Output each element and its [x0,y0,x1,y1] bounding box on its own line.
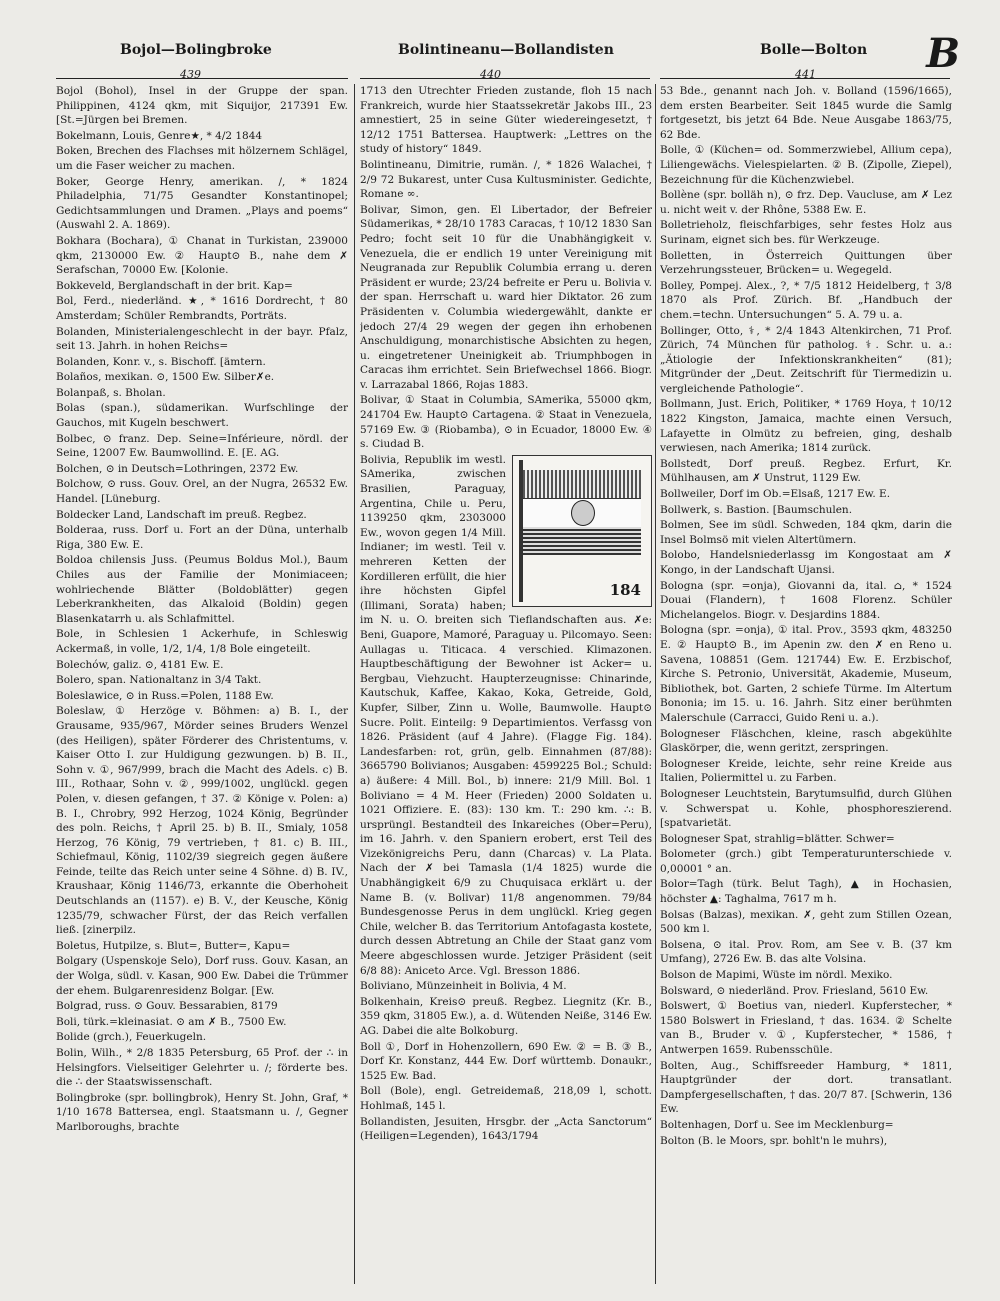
dictionary-entry: Boll ①, Dorf in Hohenzollern, 690 Ew. ② = B. ③ B., Dorf Kr. Konstanz, 444 Ew. Dorf württemb. Donaukr., 1525 Ew. Bad. [360,1040,652,1082]
dictionary-entry: Bolton (B. le Moors, spr. bohlt'n le muhrs), [660,1134,888,1147]
section-letter: B [926,30,960,77]
column-2 [360,84,652,1284]
dictionary-entry: Bolide (grch.), Feuerkugeln. [56,1031,207,1044]
dictionary-entry: Bolten, Aug., Schiffsreeder Hamburg, * 1811, Hauptgründer der dort. transatlant. Dampfergesellschaften, † das. 20/7 87. [Schwerin, 136 Ew. [660,1059,952,1116]
column-divider-2 [655,84,656,1284]
dictionary-entry: Bolanden, Ministerialengeschlecht in der bayr. Pfalz, seit 13. Jahrh. in hohen Reichs= [56,325,348,353]
flag-stripe-bottom [523,527,641,555]
dictionary-entry: Bologneser Fläschchen, kleine, rasch abgekühlte Glaskörper, die, wenn geritzt, zerspringen. [660,727,952,755]
dictionary-entry: Bolderaa, russ. Dorf u. Fort an der Düna, unterhalb Riga, 380 Ew. E. [56,524,348,551]
header-rule-3 [660,78,950,79]
dictionary-entry: Boli, türk.=kleinasiat. ⊙ am ✗ B., 7500 Ew. [56,1015,287,1028]
column-3 [660,84,952,1284]
dictionary-entry: Bolin, Wilh., * 2/8 1835 Petersburg, 65 Prof. der ∴ in Helsingfors. Vielseitiger Gelehrter u. /; förderte bes. die ∴ der Staatswissenschaft. [56,1047,348,1089]
column-1-heading: Bojol—Bolingbroke [120,42,272,58]
dictionary-entry: Boletus, Hutpilze, s. Blut=, Butter=, Kapu= [56,939,291,952]
dictionary-entry: Bologneser Spat, strahlig=blätter. Schwer= [660,832,895,845]
dictionary-entry: 1713 den Utrechter Frieden zustande, floh 15 nach Frankreich, wurde hier Staatssekretär Jakobs III., 23 amnestiert, 25 in seine Güter wiedereingesetzt, † 12/12 1751 Battersea. Hauptwerk: „Lettres on the study of history“ 1849. [360,85,652,156]
dictionary-entry: Bolero, span. Nationaltanz in 3/4 Takt. [56,674,262,687]
page-number-2: 440 [480,68,501,81]
column-1 [56,84,348,1284]
dictionary-entry: Bolchen, ⊙ in Deutsch=Lothringen, 2372 Ew. [56,462,299,475]
dictionary-entry: Bolsas (Balzas), mexikan. ✗, geht zum Stillen Ozean, 500 km l. [660,908,952,936]
dictionary-entry: Bokkeveld, Berglandschaft in der brit. Kap= [56,279,293,292]
dictionary-entry: Bolkenhain, Kreis⊙ preuß. Regbez. Liegnitz (Kr. B., 359 qkm, 31805 Ew.), a. d. Wütenden Neiße, 3146 Ew. AG. Dabei die alte Bolkoburg. [360,995,652,1037]
dictionary-entry: Bolson de Mapimi, Wüste im nördl. Mexiko. [660,969,893,982]
dictionary-entry: Bollinger, Otto, ⚕, * 2/4 1843 Altenkirchen, 71 Prof. Zürich, 74 München für patholog. ⚕. Schr. u. a.: „Ätiologie der Infektionskrankheiten“ (81); Mitgründer der „Deut. Zeitschrift für Tiermedizin u. vergleichende Pathologie“. [660,324,952,395]
dictionary-entry: Bollwerk, s. Bastion. [Baumschulen. [660,503,853,516]
page-header [40,30,960,81]
dictionary-entry: Bollmann, Just. Erich, Politiker, * 1769 Hoya, † 10/12 1822 Kingston, Jamaica, machte einen Versuch, Lafayette in Olmütz zu befreien, ging, deshalb verwiesen, nach Amerika; 1814 zurück. [660,398,952,455]
column-3-heading: Bolle—Bolton [760,42,868,58]
dictionary-entry: Bolsward, ⊙ niederländ. Prov. Friesland, 5610 Ew. [660,984,929,997]
dictionary-entry: Boldoa chilensis Juss. (Peumus Boldus Mol.), Baum Chiles aus der Familie der Monimiaceen; wohlriechende Blätter (Boldoblätter) gegen Leberkrankheiten, das Alkaloid (Boldin) gegen Blasenkatarrh u. als Schlafmittel. [56,554,348,625]
dictionary-entry: Bol, Ferd., niederländ. ★, * 1616 Dordrecht, † 80 Amsterdam; Schüler Rembrandts, Porträts. [56,295,348,322]
column-divider-1 [354,84,355,1284]
dictionary-entry: Bolivia, Republik im westl. SAmerika, zwischen Brasilien, Paraguay, Argentina, Chile u. Peru, 1139250 qkm, 2303000 Ew., wovon gegen 1/4 Mill. Indianer; im westl. Teil v. mehreren Ketten der Kordilleren erfüllt, die hier ihre höchsten Gipfel (Illimani, Sorata) haben; im N. u. O. breiten sich Tieflandschaften aus. ✗e: Beni, Guapore, Mamoré, Paraguay u. Pilcomayo. Seen: Aullagas u. Titicaca. 4 verschied. Klimazonen. Hauptbeschäftigung der Bewohner ist Acker= u. Bergbau, Viehzucht. Haupterzeugnisse: Chinarinde, Kautschuk, Kaffee, Kakao, Koka, Getreide, Gold, Kupfer, Silber, Zinn u. Wolle, Baumwolle. Haupt⊙ Sucre. Polit. Einteilg: 9 Departimientos. Verfassg von 1826. Präsident (auf 4 Jahre). (Flagge Fig. 184). Landesfarben: rot, grün, gelb. Einnahmen (87/88): 3665790 Bolivianos; Ausgaben: 4599225 Bol.; Schuld: a) äußere: 4 Mill. Bol., b) innere: 21/9 Mill. Bol. 1 Boliviano = 4 M. Heer (Frieden) 2000 Soldaten u. 1021 Offiziere. E. (83): 130 km. T.: 290 km. ∴: B. ursprüngl. Bestandteil des Inkareiches (Ober=Peru), im 16. Jahrh. v. den Spaniern erobert, erst Teil des Vizekönigreichs Peru, dann (Charcas) v. La Plata. Nach der ✗ bei Tamasla (1/4 1825) wurde die Unabhängigkeit 6/9 zu Chuquisaca erklärt u. der Name B. (v. Bolivar) 11/8 angenommen. 79/84 Bundesgenosse Perus in dem unglückl. Krieg gegen Chile, welcher B. das Territorium Antofagasta kostete, durch dessen Abtretung an Chile der Staat ganz vom Meere abgeschlossen wurde. Jetziger Präsident (seit 6/8 88): Aniceto Arce. Vgl. Bresson 1886. [360,453,652,977]
dictionary-entry: Bolivar, ① Staat in Columbia, SAmerika, 55000 qkm, 241704 Ew. Haupt⊙ Cartagena. ② Staat in Venezuela, 57169 Ew. ③ (Riobamba), ⊙ in Ecuador, 18000 Ew. ④ s. Ciudad B. [360,394,652,451]
dictionary-entry: Bologna (spr. =onja), Giovanni da, ital. ⌂, * 1524 Douai (Flandern), † 1608 Florenz. Schüler Michelangelos. Biogr. v. Desjardins 1884. [660,579,952,621]
flag-figure [512,455,652,607]
dictionary-entry: Bolometer (grch.) gibt Temperaturunterschiede v. 0,00001 ° an. [660,848,952,875]
dictionary-entry: Bollène (spr. bolläh n), ⊙ frz. Dep. Vaucluse, am ✗ Lez u. nicht weit v. der Rhône, 5388 Ew. E. [660,189,952,216]
flag-crest-icon [571,500,595,526]
dictionary-entry: Bolechów, galiz. ⊙, 4181 Ew. E. [56,658,224,671]
figure-number: 184 [609,581,641,600]
dictionary-entry: Bolanpaß, s. Bholan. [56,386,166,399]
dictionary-entry: Bollweiler, Dorf im Ob.=Elsaß, 1217 Ew. E. [660,488,891,501]
dictionary-entry: Bole, in Schlesien 1 Ackerhufe, in Schleswig Ackermaß, in volle, 1/2, 1/4, 1/8 Bole eingeteilt. [56,628,348,655]
dictionary-entry: Bolas (span.), südamerikan. Wurfschlinge der Gauchos, mit Kugeln beschwert. [56,402,348,430]
dictionary-entry: Bologna (spr. =onja), ① ital. Prov., 3593 qkm, 483250 E. ② Haupt⊙ B., im Apenin zw. den ✗ en Reno u. Savena, 108851 (Gem. 121744) Ew. E. Erzbischof, Kirche S. Petronio, Universität, Akademie, Museum, Bibliothek, bot. Garten, 2 schiefe Türme. Im Altertum Bononia; im 15. u. 16. Jahrh. Sitz einer berühmten Malerschule (Carracci, Guido Reni u. a.). [660,624,952,724]
dictionary-entry: Bolgrad, russ. ⊙ Gouv. Bessarabien, 8179 [56,1000,278,1013]
dictionary-entry: Bokhara (Bochara), ① Chanat in Turkistan, 239000 qkm, 2130000 Ew. ② Haupt⊙ B., nahe dem ✗ Serafschan, 70000 Ew. [Kolonie. [56,234,348,277]
dictionary-entry: 53 Bde., genannt nach Joh. v. Bolland (1596/1665), dem ersten Bearbeiter. Seit 1845 wurde die Samlg fortgesetzt, bis jetzt 64 Bde. Neue Ausgabe 1863/75, 62 Bde. [660,85,952,141]
dictionary-entry: Bolivar, Simon, gen. El Libertador, der Befreier Südamerikas, * 28/10 1783 Caracas, † 10/12 1830 San Pedro; focht seit 10 für die Unabhängigkeit v. Venezuela, die er endlich 19 unter Vereinigung mit Neugranada zur Republik Columbia errang u. deren Präsident er wurde; 23/24 befreite er Peru u. Bolivia v. der span. Herrschaft u. ward hier Diktator. 26 zum Präsidenten v. Columbia wiedergewählt, dankte er jedoch 27/4 29 wegen der gegen ihn erhobenen Anschuldigung, monarchistische Absichten zu hegen, u. eingetretener Uneinigkeit ab. Triumphbogen in Caracas ihm errichtet. Sein Briefwechsel 1866. Biogr. v. Larrazabal 1866, Rojas 1883. [360,203,652,391]
header-rule-2 [360,78,650,79]
dictionary-entry: Bolmen, See im südl. Schweden, 184 qkm, darin die Insel Bolmsö mit vielen Altertümern. [660,519,952,546]
dictionary-entry: Bologneser Kreide, leichte, sehr reine Kreide aus Italien, Poliermittel u. zu Farben. [660,757,952,785]
dictionary-entry: Bolswert, ① Boetius van, niederl. Kupferstecher, * 1580 Bolswert in Friesland, † das. 1634. ② Schelte van B., Bruder v. ①, Kupferstecher, * 1586, † Antwerpen 1659. Rubensschüle. [660,1000,952,1056]
dictionary-entry: Boleslaw, ① Herzöge v. Böhmen: a) B. I., der Grausame, 935/967, Mörder seines Bruders Wenzel (des Heiligen), später Förderer des Christentums, v. Kaiser Otto I. zur Huldigung gezwungen. b) B. II., Sohn v. ①, 967/999, brach die Macht des Adels. c) B. III., Rothaar, Sohn v. ②, 999/1002, unglückl. gegen Polen, v. diesen gefangen, † 37. ② Könige v. Polen: a) B. I., Chrobry, 992 Herzog, 1024 König, Begründer des poln. Reichs, † April 25. b) B. II., Smialy, 1058 Herzog, 76 König, 79 vertrieben, † 81. c) B. III., Schiefmaul, König, 1102/39 siegreich gegen äußere Feinde, teilte das Reich unter seine 4 Söhne. d) B. IV., Kraushaar, König 1146/73, erkannte die Oberhoheit Deutschlands an (1157). e) B. V., der Keusche, König 1235/79, schwacher Fürst, der das Reich verfallen ließ. [zinerpilz. [56,705,348,937]
dictionary-entry: Bolle, ① (Küchen= od. Sommerzwiebel, Allium cepa), Liliengewächs. Vielespielarten. ② B. (Zipolle, Ziepel), Bezeichnung für die Küchenzwiebel. [660,144,952,186]
dictionary-entry: Bojol (Bohol), Insel in der Gruppe der span. Philippinen, 4124 qkm, mit Siquijor, 217391 Ew. [St.=Jürgen bei Bremen. [56,85,348,127]
dictionary-entry: Bolgary (Uspenskoje Selo), Dorf russ. Gouv. Kasan, an der Wolga, südl. v. Kasan, 900 Ew. Dabei die Trümmer der ehem. Bulgarenresidenz Bolgar. [Ew. [56,955,348,997]
dictionary-entry: Bolbec, ⊙ franz. Dep. Seine=Inférieure, nördl. der Seine, 12007 Ew. Baumwollind. E. [E. AG. [56,432,348,460]
dictionary-entry: Boliviano, Münzeinheit in Bolivia, 4 M. [360,980,567,993]
dictionary-entry: Bolley, Pompej. Alex., ?, * 7/5 1812 Heidelberg, † 3/8 1870 als Prof. Zürich. Bf. „Handbuch der chem.=techn. Untersuchungen“ 5. A. 79 u. a. [660,279,952,321]
dictionary-entry: Bolanden, Konr. v., s. Bischoff. [ämtern. [56,355,266,368]
dictionary-entry: Boldecker Land, Landschaft im preuß. Regbez. [56,508,307,521]
dictionary-entry: Boltenhagen, Dorf u. See im Mecklenburg= [660,1118,894,1131]
page-number-1: 439 [180,68,201,81]
dictionary-entry: Bolingbroke (spr. bollingbrok), Henry St. John, Graf, * 1/10 1678 Battersea, engl. Staatsmann u. /, Gegner Marlboroughs, brachte [56,1091,348,1133]
page-number-3: 441 [795,68,816,81]
dictionary-entry: Bolsena, ⊙ ital. Prov. Rom, am See v. B. (37 km Umfang), 2726 Ew. B. das alte Volsina. [660,938,952,966]
dictionary-entry: Bolintineanu, Dimitrie, rumän. /, * 1826 Walachei, † 2/9 72 Bukarest, unter Cusa Kultusminister. Gedichte, Romane ∞. [360,158,652,201]
dictionary-entry: Bolletten, in Österreich Quittungen über Verzehrungssteuer, Brücken= u. Wegegeld. [660,249,952,277]
dictionary-entry: Bokelmann, Louis, Genre★, * 4/2 1844 [56,129,263,142]
dictionary-entry: Boleslawice, ⊙ in Russ.=Polen, 1188 Ew. [56,689,274,702]
dictionary-entry: Bolletrieholz, fleischfarbiges, sehr festes Holz aus Surinam, eignet sich bes. für Werkzeuge. [660,219,952,246]
dictionary-entry: Bollstedt, Dorf preuß. Regbez. Erfurt, Kr. Mühlhausen, am ✗ Unstrut, 1129 Ew. [660,457,952,485]
header-rule-1 [56,78,348,79]
column-2-heading: Bolintineanu—Bollandisten [398,42,614,58]
dictionary-entry: Boll (Bole), engl. Getreidemaß, 218,09 l, schott. Hohlmaß, 145 l. [360,1085,652,1112]
dictionary-entry: Bolaños, mexikan. ⊙, 1500 Ew. Silber✗e. [56,371,275,384]
dictionary-entry: Bologneser Leuchtstein, Barytumsulfid, durch Glühen v. Schwerspat u. Kohle, phosphoreszierend. [spatvarietät. [660,787,952,830]
dictionary-entry: Bolchow, ⊙ russ. Gouv. Orel, an der Nugra, 26532 Ew. Handel. [Lüneburg. [56,478,348,506]
dictionary-entry: Bollandisten, Jesuiten, Hrsgbr. der „Acta Sanctorum“ (Heiligen=Legenden), 1643/1794 [360,1115,652,1143]
dictionary-entry: Bolor=Tagh (türk. Belut Tagh), ▲ in Hochasien, höchster ▲: Taghalma, 7617 m h. [660,878,952,906]
flag-stripe-top [523,470,641,498]
dictionary-entry: Boker, George Henry, amerikan. /, * 1824 Philadelphia, 71/75 Gesandter Konstantinopel; Gedichtsammlungen und Dramen. „Plays and poems“ (Auswahl 2. A. 1869). [56,175,348,232]
dictionary-entry: Bolobo, Handelsniederlassg im Kongostaat am ✗ Kongo, in der Landschaft Ujansi. [660,549,952,576]
dictionary-entry: Boken, Brechen des Flachses mit hölzernem Schlägel, um die Faser weicher zu machen. [56,145,348,172]
